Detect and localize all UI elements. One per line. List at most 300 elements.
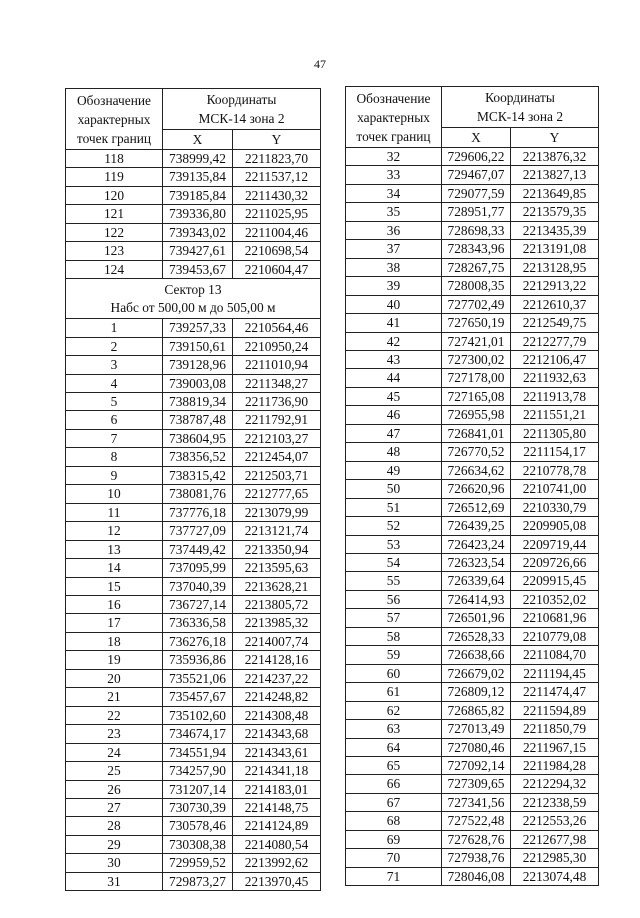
y-coordinate: 2214343,61 (233, 743, 321, 761)
x-coordinate: 726634,62 (442, 461, 511, 479)
y-coordinate: 2212106,47 (511, 350, 599, 368)
y-coordinate: 2214080,54 (233, 835, 321, 853)
table-row (346, 572, 599, 590)
x-coordinate: 730730,39 (163, 798, 233, 816)
point-number: 54 (346, 553, 442, 571)
table-row (66, 798, 321, 816)
y-coordinate: 2214128,16 (233, 651, 321, 669)
x-coordinate: 728343,96 (442, 240, 511, 258)
x-coordinate: 726770,52 (442, 443, 511, 461)
y-coordinate: 2210681,96 (511, 609, 599, 627)
y-coordinate: 2212553,26 (511, 812, 599, 830)
table-row (66, 835, 321, 853)
y-coordinate: 2213827,13 (511, 166, 599, 184)
x-coordinate: 739150,61 (163, 337, 233, 355)
y-coordinate: 2213628,21 (233, 577, 321, 595)
x-coordinate: 739336,80 (163, 205, 233, 223)
x-coordinate: 729606,22 (442, 148, 511, 166)
x-coordinate: 735521,06 (163, 669, 233, 687)
y-coordinate: 2212503,71 (233, 466, 321, 484)
x-coordinate: 738604,95 (163, 429, 233, 447)
table-row (66, 337, 321, 355)
x-coordinate: 734257,90 (163, 762, 233, 780)
y-coordinate: 2211823,70 (233, 150, 321, 168)
y-coordinate: 2209915,45 (511, 572, 599, 590)
x-coordinate: 726423,24 (442, 535, 511, 553)
point-number: 50 (346, 480, 442, 498)
point-number: 16 (66, 595, 163, 613)
x-coordinate: 727522,48 (442, 812, 511, 830)
table-row (346, 812, 599, 830)
y-coordinate: 2213074,48 (511, 867, 599, 885)
table-row (66, 356, 321, 374)
table-row (346, 498, 599, 516)
y-coordinate: 2210950,24 (233, 337, 321, 355)
y-coordinate: 2211154,17 (511, 443, 599, 461)
point-number: 41 (346, 314, 442, 332)
table-row (346, 480, 599, 498)
point-number: 44 (346, 369, 442, 387)
point-number: 124 (66, 260, 163, 278)
x-coordinate: 729959,52 (163, 854, 233, 872)
y-coordinate: 2214343,68 (233, 725, 321, 743)
y-coordinate: 2214183,01 (233, 780, 321, 798)
y-coordinate: 2211984,28 (511, 756, 599, 774)
table-row (66, 168, 321, 186)
point-number: 15 (66, 577, 163, 595)
table-row (66, 429, 321, 447)
y-coordinate: 2211025,95 (233, 205, 321, 223)
point-number: 6 (66, 411, 163, 429)
table-row (346, 535, 599, 553)
point-number: 48 (346, 443, 442, 461)
x-coordinate: 739185,84 (163, 186, 233, 204)
coordinates-header: Координаты МСК-14 зона 2 (163, 89, 321, 130)
table-row (66, 651, 321, 669)
table-row (66, 743, 321, 761)
y-coordinate: 2211084,70 (511, 646, 599, 664)
y-coordinate: 2212610,37 (511, 295, 599, 313)
y-column-header: Y (511, 128, 599, 148)
y-coordinate: 2212338,59 (511, 793, 599, 811)
x-coordinate: 727300,02 (442, 350, 511, 368)
x-coordinate: 727080,46 (442, 738, 511, 756)
point-number: 56 (346, 590, 442, 608)
x-coordinate: 738315,42 (163, 466, 233, 484)
y-coordinate: 2212913,22 (511, 277, 599, 295)
point-number: 5 (66, 392, 163, 410)
x-coordinate: 726512,69 (442, 498, 511, 516)
point-number: 42 (346, 332, 442, 350)
point-number: 119 (66, 168, 163, 186)
table-row (66, 522, 321, 540)
point-number: 55 (346, 572, 442, 590)
y-coordinate: 2210698,54 (233, 242, 321, 260)
y-coordinate: 2209726,66 (511, 553, 599, 571)
table-row (346, 775, 599, 793)
table-row (346, 424, 599, 442)
table-row (346, 517, 599, 535)
point-number: 1 (66, 319, 163, 337)
x-coordinate: 727013,49 (442, 720, 511, 738)
y-coordinate: 2214148,75 (233, 798, 321, 816)
y-coordinate: 2212294,32 (511, 775, 599, 793)
table-row (346, 701, 599, 719)
coordinates-header: Координаты МСК-14 зона 2 (442, 87, 599, 128)
y-coordinate: 2211474,47 (511, 683, 599, 701)
x-coordinate: 730308,38 (163, 835, 233, 853)
x-coordinate: 726323,54 (442, 553, 511, 571)
table-row (66, 392, 321, 410)
x-coordinate: 736276,18 (163, 632, 233, 650)
table-row (66, 632, 321, 650)
x-coordinate: 739343,02 (163, 223, 233, 241)
x-coordinate: 734674,17 (163, 725, 233, 743)
table-row (346, 443, 599, 461)
y-coordinate: 2212677,98 (511, 830, 599, 848)
point-number: 27 (66, 798, 163, 816)
point-number: 14 (66, 559, 163, 577)
y-column-header: Y (233, 130, 321, 150)
x-coordinate: 735936,86 (163, 651, 233, 669)
point-number: 123 (66, 242, 163, 260)
x-coordinate: 737040,39 (163, 577, 233, 595)
y-coordinate: 2213121,74 (233, 522, 321, 540)
point-number: 4 (66, 374, 163, 392)
table-row (66, 540, 321, 558)
x-coordinate: 727650,19 (442, 314, 511, 332)
table-row (346, 461, 599, 479)
x-coordinate: 735102,60 (163, 706, 233, 724)
table-row (346, 720, 599, 738)
y-coordinate: 2214341,18 (233, 762, 321, 780)
y-coordinate: 2213191,08 (511, 240, 599, 258)
point-number: 26 (66, 780, 163, 798)
y-coordinate: 2213579,35 (511, 203, 599, 221)
point-number: 45 (346, 387, 442, 405)
x-coordinate: 726638,66 (442, 646, 511, 664)
table-row (66, 725, 321, 743)
y-coordinate: 2213985,32 (233, 614, 321, 632)
coordinates-table-right (345, 86, 599, 886)
table-row (66, 150, 321, 168)
x-coordinate: 726679,02 (442, 664, 511, 682)
x-coordinate: 739128,96 (163, 356, 233, 374)
point-number: 21 (66, 688, 163, 706)
y-coordinate: 2211537,12 (233, 168, 321, 186)
y-coordinate: 2214007,74 (233, 632, 321, 650)
point-number: 43 (346, 350, 442, 368)
table-row (66, 706, 321, 724)
x-coordinate: 729873,27 (163, 872, 233, 890)
point-number: 66 (346, 775, 442, 793)
y-coordinate: 2211850,79 (511, 720, 599, 738)
x-coordinate: 729077,59 (442, 184, 511, 202)
point-number: 36 (346, 221, 442, 239)
point-number: 9 (66, 466, 163, 484)
point-number: 8 (66, 448, 163, 466)
point-number: 25 (66, 762, 163, 780)
x-coordinate: 737727,09 (163, 522, 233, 540)
point-number: 121 (66, 205, 163, 223)
point-label-header: Обозначение характерных точек границ (346, 87, 442, 148)
table-row (346, 849, 599, 867)
table-row (346, 664, 599, 682)
table-row (66, 595, 321, 613)
y-coordinate: 2210604,47 (233, 260, 321, 278)
x-column-header: X (442, 128, 511, 148)
point-number: 59 (346, 646, 442, 664)
table-row (66, 577, 321, 595)
point-number: 7 (66, 429, 163, 447)
table-row (346, 184, 599, 202)
x-coordinate: 727092,14 (442, 756, 511, 774)
table-row (66, 485, 321, 503)
y-coordinate: 2214237,22 (233, 669, 321, 687)
x-coordinate: 727628,76 (442, 830, 511, 848)
point-number: 46 (346, 406, 442, 424)
y-coordinate: 2211430,32 (233, 186, 321, 204)
table-row (66, 374, 321, 392)
x-coordinate: 738356,52 (163, 448, 233, 466)
y-coordinate: 2213435,39 (511, 221, 599, 239)
y-coordinate: 2213805,72 (233, 595, 321, 613)
x-coordinate: 727341,56 (442, 793, 511, 811)
point-number: 11 (66, 503, 163, 521)
x-coordinate: 739453,67 (163, 260, 233, 278)
x-coordinate: 726809,12 (442, 683, 511, 701)
y-coordinate: 2209905,08 (511, 517, 599, 535)
table-row (346, 830, 599, 848)
table-row (346, 240, 599, 258)
y-coordinate: 2210352,02 (511, 590, 599, 608)
point-number: 49 (346, 461, 442, 479)
table-row (66, 854, 321, 872)
table-row (346, 683, 599, 701)
table-row (66, 817, 321, 835)
table-row (66, 223, 321, 241)
x-coordinate: 737776,18 (163, 503, 233, 521)
table-row (66, 614, 321, 632)
y-coordinate: 2211792,91 (233, 411, 321, 429)
y-coordinate: 2213649,85 (511, 184, 599, 202)
x-coordinate: 727938,76 (442, 849, 511, 867)
table-row (66, 559, 321, 577)
sector-header: Сектор 13 Набс от 500,00 м до 505,00 м (66, 279, 321, 319)
x-coordinate: 739135,84 (163, 168, 233, 186)
x-coordinate: 727309,65 (442, 775, 511, 793)
point-number: 57 (346, 609, 442, 627)
point-number: 31 (66, 872, 163, 890)
x-coordinate: 738787,48 (163, 411, 233, 429)
y-coordinate: 2210778,78 (511, 461, 599, 479)
x-coordinate: 738999,42 (163, 150, 233, 168)
y-coordinate: 2214124,89 (233, 817, 321, 835)
x-coordinate: 728698,33 (442, 221, 511, 239)
y-coordinate: 2211010,94 (233, 356, 321, 374)
y-coordinate: 2212103,27 (233, 429, 321, 447)
table-row (346, 332, 599, 350)
point-number: 37 (346, 240, 442, 258)
table-row (346, 627, 599, 645)
x-coordinate: 726414,93 (442, 590, 511, 608)
table-row (66, 260, 321, 278)
table-row (346, 277, 599, 295)
y-coordinate: 2211967,15 (511, 738, 599, 756)
x-coordinate: 734551,94 (163, 743, 233, 761)
x-column-header: X (163, 130, 233, 150)
point-number: 32 (346, 148, 442, 166)
point-number: 18 (66, 632, 163, 650)
table-row (346, 369, 599, 387)
point-number: 52 (346, 517, 442, 535)
point-number: 60 (346, 664, 442, 682)
point-number: 47 (346, 424, 442, 442)
coordinates-table-left (65, 88, 321, 891)
point-number: 71 (346, 867, 442, 885)
x-coordinate: 726501,96 (442, 609, 511, 627)
x-coordinate: 728008,35 (442, 277, 511, 295)
x-coordinate: 726528,33 (442, 627, 511, 645)
table-row (66, 762, 321, 780)
point-number: 61 (346, 683, 442, 701)
y-coordinate: 2211594,89 (511, 701, 599, 719)
y-coordinate: 2214308,48 (233, 706, 321, 724)
x-coordinate: 726955,98 (442, 406, 511, 424)
y-coordinate: 2211305,80 (511, 424, 599, 442)
table-row (66, 242, 321, 260)
point-number: 28 (66, 817, 163, 835)
y-coordinate: 2211913,78 (511, 387, 599, 405)
point-number: 3 (66, 356, 163, 374)
y-coordinate: 2209719,44 (511, 535, 599, 553)
table-row (346, 609, 599, 627)
y-coordinate: 2211736,90 (233, 392, 321, 410)
y-coordinate: 2211551,21 (511, 406, 599, 424)
point-number: 22 (66, 706, 163, 724)
table-row (66, 503, 321, 521)
point-number: 30 (66, 854, 163, 872)
table-row (346, 221, 599, 239)
point-number: 40 (346, 295, 442, 313)
x-coordinate: 737449,42 (163, 540, 233, 558)
table-row (66, 780, 321, 798)
table-row (66, 466, 321, 484)
table-row (66, 319, 321, 337)
table-row (66, 448, 321, 466)
point-number: 69 (346, 830, 442, 848)
point-number: 24 (66, 743, 163, 761)
y-coordinate: 2212777,65 (233, 485, 321, 503)
x-coordinate: 726339,64 (442, 572, 511, 590)
point-number: 13 (66, 540, 163, 558)
x-coordinate: 727421,01 (442, 332, 511, 350)
x-coordinate: 726439,25 (442, 517, 511, 535)
table-row (66, 688, 321, 706)
page-number: 47 (314, 57, 326, 71)
point-number: 120 (66, 186, 163, 204)
table-row (66, 186, 321, 204)
table-row (346, 203, 599, 221)
point-number: 39 (346, 277, 442, 295)
y-coordinate: 2210330,79 (511, 498, 599, 516)
point-number: 67 (346, 793, 442, 811)
y-coordinate: 2213079,99 (233, 503, 321, 521)
table-row (346, 553, 599, 571)
point-number: 23 (66, 725, 163, 743)
y-coordinate: 2210741,00 (511, 480, 599, 498)
x-coordinate: 735457,67 (163, 688, 233, 706)
table-row (66, 411, 321, 429)
y-coordinate: 2213128,95 (511, 258, 599, 276)
point-number: 118 (66, 150, 163, 168)
x-coordinate: 730578,46 (163, 817, 233, 835)
point-number: 19 (66, 651, 163, 669)
x-coordinate: 739257,33 (163, 319, 233, 337)
point-number: 12 (66, 522, 163, 540)
y-coordinate: 2213595,63 (233, 559, 321, 577)
x-coordinate: 731207,14 (163, 780, 233, 798)
point-number: 29 (66, 835, 163, 853)
table-row (346, 295, 599, 313)
y-coordinate: 2213992,62 (233, 854, 321, 872)
x-coordinate: 729467,07 (442, 166, 511, 184)
x-coordinate: 726865,82 (442, 701, 511, 719)
x-coordinate: 738081,76 (163, 485, 233, 503)
point-label-header: Обозначение характерных точек границ (66, 89, 163, 150)
table-row (346, 314, 599, 332)
point-number: 17 (66, 614, 163, 632)
y-coordinate: 2211194,45 (511, 664, 599, 682)
x-coordinate: 727178,00 (442, 369, 511, 387)
table-row (346, 387, 599, 405)
x-coordinate: 737095,99 (163, 559, 233, 577)
x-coordinate: 728267,75 (442, 258, 511, 276)
table-row (66, 872, 321, 890)
table-row (346, 590, 599, 608)
table-row (346, 166, 599, 184)
y-coordinate: 2211932,63 (511, 369, 599, 387)
point-number: 68 (346, 812, 442, 830)
point-number: 62 (346, 701, 442, 719)
point-number: 64 (346, 738, 442, 756)
x-coordinate: 726841,01 (442, 424, 511, 442)
point-number: 51 (346, 498, 442, 516)
y-coordinate: 2212549,75 (511, 314, 599, 332)
table-row (346, 867, 599, 885)
table-row (346, 793, 599, 811)
point-number: 63 (346, 720, 442, 738)
x-coordinate: 739003,08 (163, 374, 233, 392)
y-coordinate: 2211348,27 (233, 374, 321, 392)
table-row (346, 738, 599, 756)
x-coordinate: 738819,34 (163, 392, 233, 410)
x-coordinate: 728951,77 (442, 203, 511, 221)
y-coordinate: 2212277,79 (511, 332, 599, 350)
table-row (346, 406, 599, 424)
x-coordinate: 727702,49 (442, 295, 511, 313)
x-coordinate: 736336,58 (163, 614, 233, 632)
table-row (346, 646, 599, 664)
point-number: 34 (346, 184, 442, 202)
table-row (66, 669, 321, 687)
x-coordinate: 739427,61 (163, 242, 233, 260)
table-row (346, 148, 599, 166)
y-coordinate: 2213876,32 (511, 148, 599, 166)
point-number: 38 (346, 258, 442, 276)
point-number: 10 (66, 485, 163, 503)
point-number: 53 (346, 535, 442, 553)
